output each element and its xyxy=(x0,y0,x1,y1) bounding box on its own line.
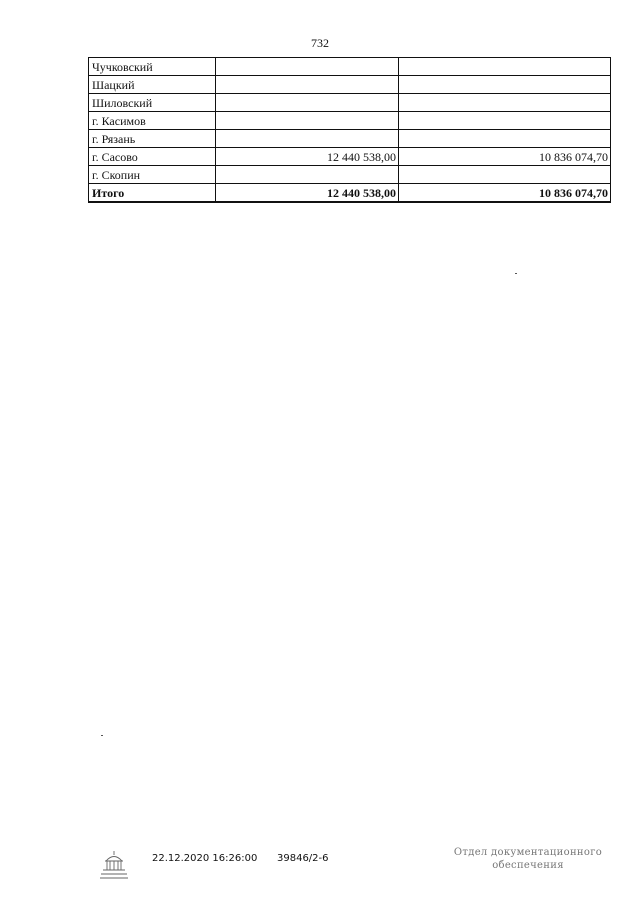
budget-table xyxy=(88,57,611,203)
district-name: Чучковский xyxy=(89,58,216,76)
district-name: Шиловский xyxy=(89,94,216,112)
footer-datetime: 22.12.2020 16:26:00 xyxy=(152,853,258,864)
value-col-2: 10 836 074,70 xyxy=(399,148,611,166)
table-row xyxy=(89,148,611,166)
total-label: Итого xyxy=(89,184,216,203)
value-col-1 xyxy=(216,76,399,94)
value-col-1 xyxy=(216,166,399,184)
district-name: г. Сасово xyxy=(89,148,216,166)
table-total-row xyxy=(89,184,611,203)
stamp-line-1: Отдел документационного xyxy=(453,847,603,858)
district-name: г. Касимов xyxy=(89,112,216,130)
value-col-2 xyxy=(399,166,611,184)
value-col-1 xyxy=(216,130,399,148)
value-col-2 xyxy=(399,94,611,112)
total-value-col-1: 12 440 538,00 xyxy=(216,184,399,203)
district-name: г. Скопин xyxy=(89,166,216,184)
table-row xyxy=(89,130,611,148)
value-col-2 xyxy=(399,130,611,148)
department-stamp xyxy=(440,846,616,872)
value-col-1 xyxy=(216,94,399,112)
table-row xyxy=(89,76,611,94)
footer-doc-code: 39846/2-6 xyxy=(277,853,329,864)
table-row xyxy=(89,58,611,76)
total-value-col-2: 10 836 074,70 xyxy=(399,184,611,203)
value-col-1 xyxy=(216,58,399,76)
stamp-line-2: обеспечения xyxy=(492,860,564,871)
value-col-2 xyxy=(399,58,611,76)
table-row xyxy=(89,112,611,130)
value-col-1: 12 440 538,00 xyxy=(216,148,399,166)
page-number: 732 xyxy=(311,36,329,50)
table-row xyxy=(89,94,611,112)
building-logo-icon xyxy=(98,848,130,882)
table-row xyxy=(89,166,611,184)
scan-speck xyxy=(515,273,517,274)
district-name: г. Рязань xyxy=(89,130,216,148)
value-col-1 xyxy=(216,112,399,130)
scan-speck xyxy=(101,735,103,736)
value-col-2 xyxy=(399,76,611,94)
value-col-2 xyxy=(399,112,611,130)
district-name: Шацкий xyxy=(89,76,216,94)
